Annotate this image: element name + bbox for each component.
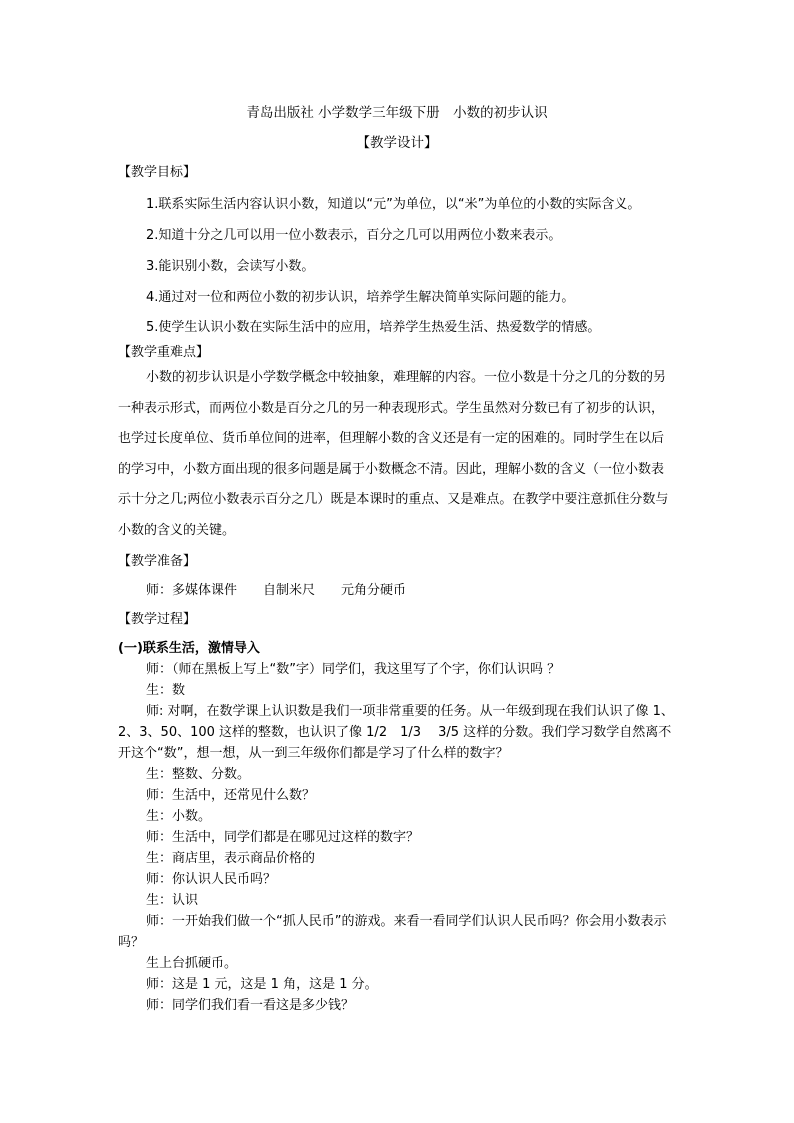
goal-item: 5.使学生认识小数在实际生活中的应用，培养学生热爱生活、热爱数学的情感。 (146, 320, 601, 335)
goals-heading: 【教学目标】 (118, 165, 197, 180)
dialog-line: 生：整数、分数。 (146, 767, 251, 782)
document-title: 青岛出版社 小学数学三年级下册 小数的初步认识 (246, 105, 548, 121)
process-heading: 【教学过程】 (118, 612, 197, 627)
dialog-line: 师：你认识人民币吗？ (146, 872, 277, 887)
goal-item: 1.联系实际生活内容认识小数，知道以“元”为单位，以“米”为单位的小数的实际含义。 (146, 197, 641, 212)
dialog-line: 师：同学们我们看一看这是多少钱？ (146, 998, 355, 1013)
dialog-line: 师：这是 1 元，这是 1 角，这是 1 分。 (146, 977, 378, 992)
goal-item: 4.通过对一位和两位小数的初步认识，培养学生解决简单实际问题的能力。 (146, 290, 575, 305)
dialog-line: 生上台抓硬币。 (146, 956, 238, 971)
dialog-line: 生：数 (146, 683, 186, 698)
preparation-heading: 【教学准备】 (118, 554, 197, 569)
document-body (118, 162, 676, 1016)
dialog-line: 师: 对啊，在数学课上认识数是我们一项非常重要的任务。从一年级到现在我们认识了像 1、2、3、50、100 这样的整数，也认识了像 1/2 1/3 3/5 这样的分数。我们学习数学自然离不开这个“数”，想一想，从一到三年级你们都是学习了什么样的数字？ (118, 704, 674, 761)
dialog-line: 生：认识 (146, 893, 199, 908)
goal-item: 3.能识别小数，会读写小数。 (146, 259, 315, 274)
dialog-line: 生：小数。 (146, 809, 212, 824)
key-points-text: 小数的初步认识是小学数学概念中较抽象，难理解的内容。一位小数是十分之几的分数的另一种表示形式，而两位小数是百分之几的另一种表现形式。学生虽然对分数已有了初步的认识，也学过长度单位、货币单位间的进率，但理解小数的含义还是有一定的困难的。同时学生在以后的学习中，小数方面出现的很多问题是属于小数概念不清。因此，理解小数的含义（一位小数表示十分之几;两位小数表示百分之几）既是本课时的重点、又是难点。在教学中要注意抓住分数与小数的含义的关键。 (118, 370, 669, 538)
section-heading: (一)联系生活，激情导入 (118, 641, 260, 656)
dialog-line: 师：（师在黑板上写上“数”字）同学们，我这里写了个字，你们认识吗 ？ (146, 662, 561, 677)
dialog-line: 生：商店里，表示商品价格的 (146, 851, 316, 866)
document-subtitle: 【教学设计】 (356, 135, 438, 151)
preparation-text: 师：多媒体课件 自制米尺 元角分硬币 (146, 583, 407, 598)
key-points-heading: 【教学重难点】 (118, 345, 210, 360)
goal-item: 2.知道十分之几可以用一位小数表示，百分之几可以用两位小数来表示。 (146, 228, 562, 243)
dialog-line: 师：生活中，同学们都是在哪见过这样的数字？ (146, 830, 420, 845)
dialog-line: 师：一开始我们做一个“抓人民币”的游戏。来看一看同学们认识人民币吗？你会用小数表示吗？ (118, 914, 667, 950)
dialog-line: 师：生活中，还常见什么数？ (146, 788, 316, 803)
